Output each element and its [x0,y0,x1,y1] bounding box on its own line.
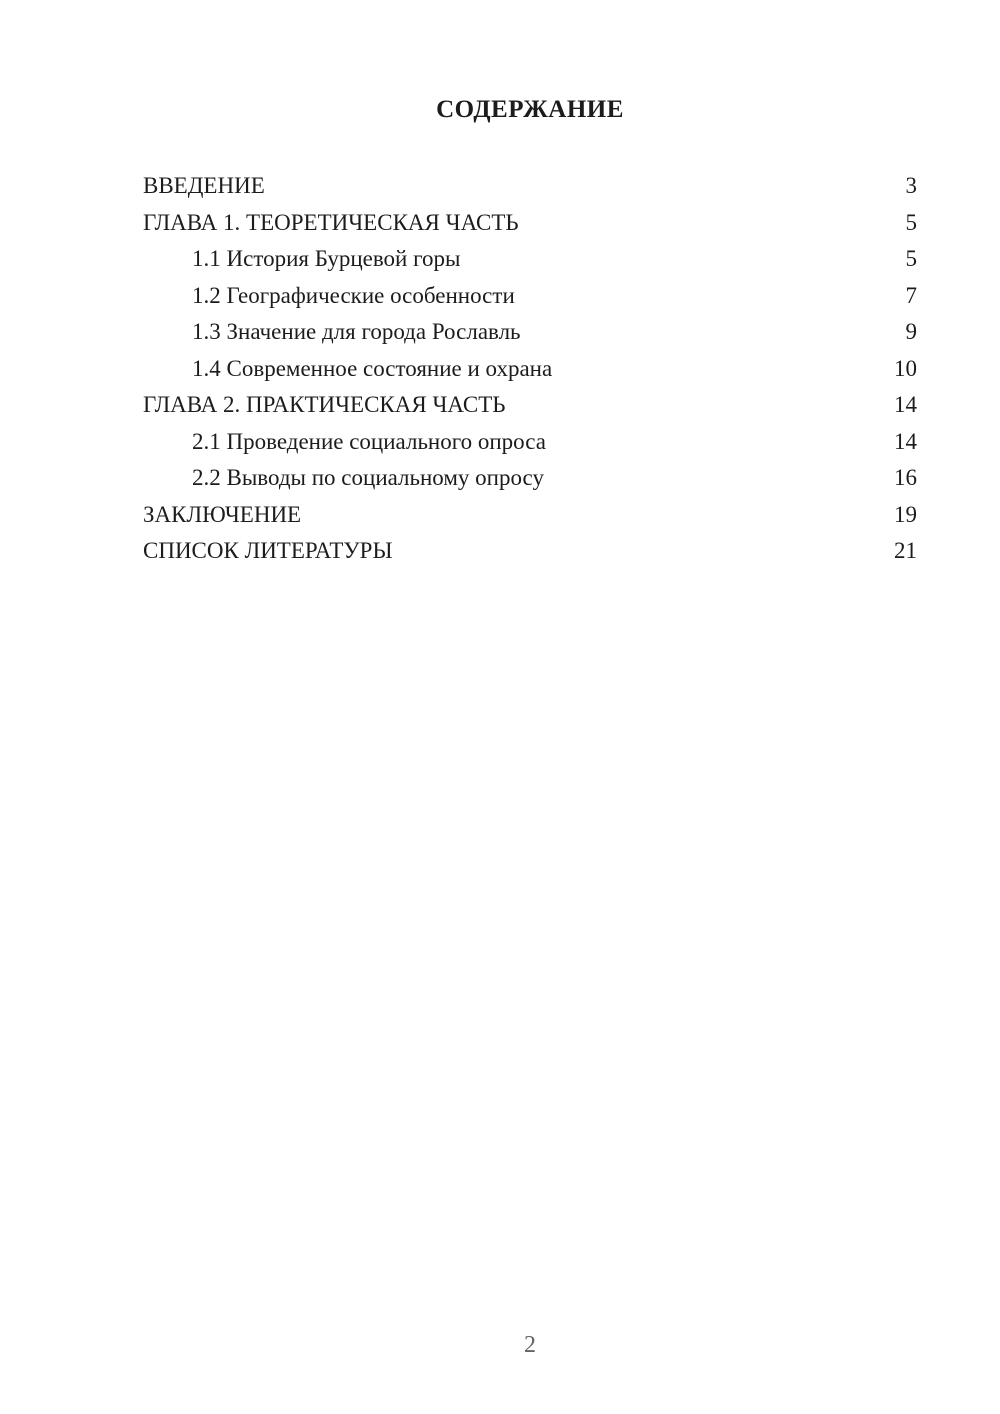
toc-entry-page: 9 [905,319,917,344]
toc-entry-page: 10 [894,355,917,381]
toc-entry-page: 3 [905,173,917,198]
toc-entry [143,533,917,570]
toc-entry-label: 1.2 Географические особенности [192,282,515,308]
toc-list [143,168,917,570]
toc-entry-label: 1.1 История Бурцевой горы [192,246,461,271]
toc-entry-page: 5 [905,246,917,271]
toc-entry [143,424,917,461]
toc-entry [143,351,917,388]
toc-entry-page: 5 [905,209,917,235]
toc-entry [143,168,917,205]
toc-entry-label: 2.2 Выводы по социальному опросу [192,465,544,490]
toc-entry-page: 16 [894,465,917,490]
toc-entry-label: ГЛАВА 1. ТЕОРЕТИЧЕСКАЯ ЧАСТЬ [143,209,519,235]
toc-entry-label: СПИСОК ЛИТЕРАТУРЫ [143,538,393,563]
toc-entry [143,205,917,242]
toc-entry [143,460,917,497]
page-content [143,0,917,570]
toc-entry-label: 1.3 Значение для города Рославль [192,319,521,344]
toc-entry-label: ВВЕДЕНИЕ [143,173,265,198]
page-title: СОДЕРЖАНИЕ [436,96,624,123]
toc-entry-page: 14 [894,428,917,454]
footer-page-number: 2 [524,1332,536,1358]
toc-entry-page: 19 [894,501,917,527]
toc-entry [143,387,917,424]
toc-entry-label: 2.1 Проведение социального опроса [192,428,546,454]
toc-entry-label: ГЛАВА 2. ПРАКТИЧЕСКАЯ ЧАСТЬ [143,392,506,417]
page-footer [143,1331,917,1359]
toc-entry-page: 7 [905,282,917,308]
toc-entry-label: ЗАКЛЮЧЕНИЕ [143,501,302,527]
toc-entry-page: 14 [894,392,917,417]
toc-entry [143,314,917,351]
toc-entry-label: 1.4 Современное состояние и охрана [192,355,553,381]
toc-entry [143,497,917,534]
toc-entry-page: 21 [894,538,917,563]
toc-entry [143,241,917,278]
toc-entry [143,278,917,315]
